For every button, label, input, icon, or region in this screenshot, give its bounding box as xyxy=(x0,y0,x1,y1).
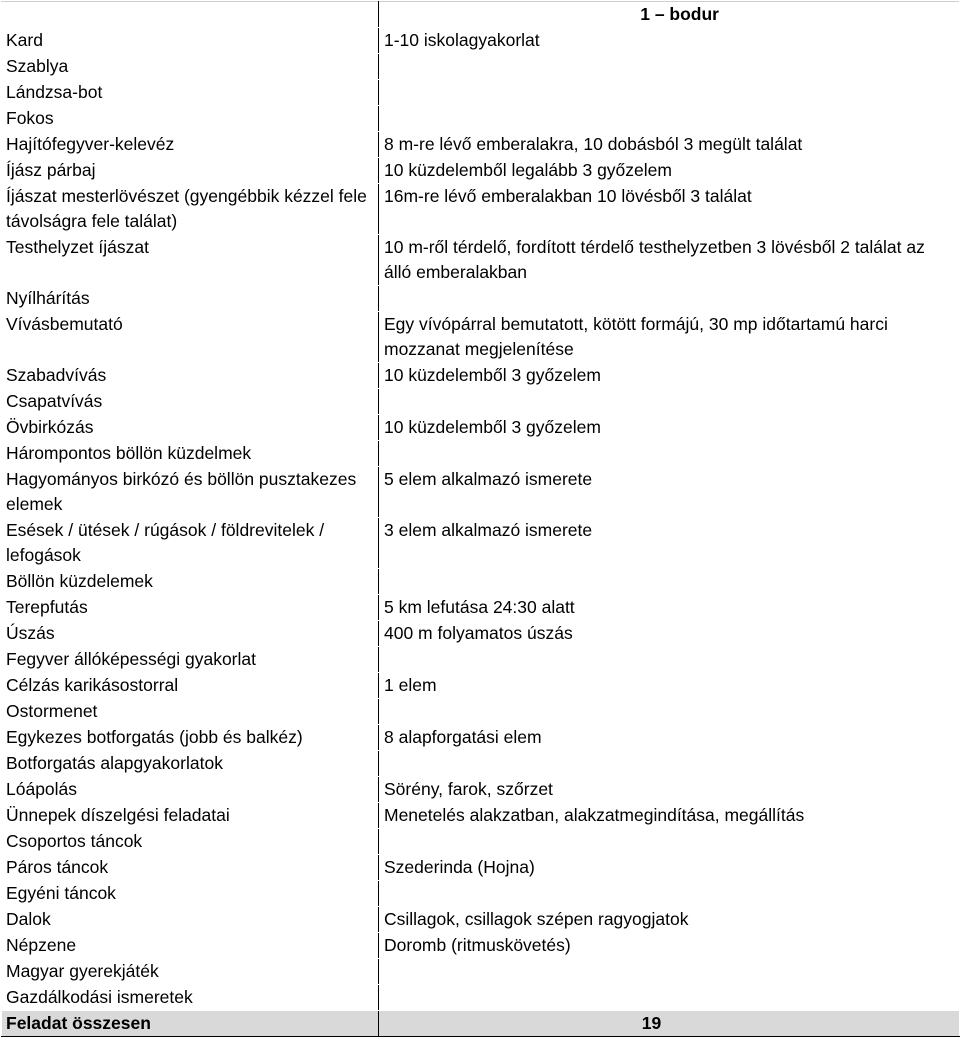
exercise-requirement xyxy=(379,881,960,907)
table-row xyxy=(2,441,960,467)
exercise-requirement xyxy=(379,106,960,132)
exercise-name: Szablya xyxy=(2,54,379,80)
exercise-name: Hagyományos birkózó és böllön pusztakezes elemek xyxy=(2,467,379,518)
table-row xyxy=(2,235,960,286)
exercise-requirement: 5 elem alkalmazó ismerete xyxy=(379,467,960,518)
exercise-name: Íjászat mesterlövészet (gyengébbik kézzel fele távolságra fele találat) xyxy=(2,184,379,235)
table-row xyxy=(2,54,960,80)
table-row xyxy=(2,621,960,647)
table-row xyxy=(2,286,960,312)
table-row xyxy=(2,467,960,518)
exercise-requirement: Sörény, farok, szőrzet xyxy=(379,777,960,803)
exercise-requirement xyxy=(379,699,960,725)
table-row xyxy=(2,363,960,389)
exercise-requirement xyxy=(379,829,960,855)
table-row xyxy=(2,415,960,441)
table-row xyxy=(2,933,960,959)
exercise-requirement xyxy=(379,389,960,415)
exercise-name: Páros táncok xyxy=(2,855,379,881)
exercise-name: Esések / ütések / rúgások / földrevitelek / lefogások xyxy=(2,518,379,569)
exercise-requirement: 400 m folyamatos úszás xyxy=(379,621,960,647)
exercise-name: Ostormenet xyxy=(2,699,379,725)
exercise-requirement: Egy vívópárral bemutatott, kötött formájú, 30 mp időtartamú harci mozzanat megjelenítése xyxy=(379,312,960,363)
exercise-name: Csoportos táncok xyxy=(2,829,379,855)
exercise-name: Gazdálkodási ismeretek xyxy=(2,985,379,1011)
exercise-name: Magyar gyerekjáték xyxy=(2,959,379,985)
table-row xyxy=(2,28,960,54)
exercise-name: Csapatvívás xyxy=(2,389,379,415)
exercise-requirement: Doromb (ritmuskövetés) xyxy=(379,933,960,959)
table-row xyxy=(2,829,960,855)
table-row xyxy=(2,312,960,363)
exercise-requirement: 10 m-ről térdelő, fordított térdelő testhelyzetben 3 lövésből 2 találat az álló emberalakban xyxy=(379,235,960,286)
exercise-requirement: Menetelés alakzatban, alakzatmegindítása, megállítás xyxy=(379,803,960,829)
exercise-name: Böllön küzdelemek xyxy=(2,569,379,595)
exercise-requirement: 8 m-re lévő emberalakra, 10 dobásból 3 megült találat xyxy=(379,132,960,158)
table-row xyxy=(2,647,960,673)
exercise-requirement: 5 km lefutása 24:30 alatt xyxy=(379,595,960,621)
table-row xyxy=(2,132,960,158)
exercise-name: Botforgatás alapgyakorlatok xyxy=(2,751,379,777)
exercise-name: Egykezes botforgatás (jobb és balkéz) xyxy=(2,725,379,751)
exercise-requirement: 16m-re lévő emberalakban 10 lövésből 3 találat xyxy=(379,184,960,235)
table-row xyxy=(2,80,960,106)
table-row xyxy=(2,673,960,699)
exercise-name: Övbirkózás xyxy=(2,415,379,441)
exercise-name: Fegyver állóképességi gyakorlat xyxy=(2,647,379,673)
exercise-requirement: 1-10 iskolagyakorlat xyxy=(379,28,960,54)
total-value: 19 xyxy=(379,1011,960,1037)
exercise-requirement xyxy=(379,647,960,673)
exercise-requirement xyxy=(379,441,960,467)
table-row xyxy=(2,699,960,725)
exercise-name: Népzene xyxy=(2,933,379,959)
exercise-requirement xyxy=(379,569,960,595)
header-row xyxy=(2,2,960,28)
exercise-name: Úszás xyxy=(2,621,379,647)
requirements-table xyxy=(1,1,960,1037)
table-row xyxy=(2,855,960,881)
exercise-name: Fokos xyxy=(2,106,379,132)
table-row xyxy=(2,777,960,803)
level-title: 1 – bodur xyxy=(379,2,960,28)
exercise-name: Egyéni táncok xyxy=(2,881,379,907)
total-label: Feladat összesen xyxy=(2,1011,379,1037)
exercise-name: Nyílhárítás xyxy=(2,286,379,312)
exercise-requirement: 10 küzdelemből legalább 3 győzelem xyxy=(379,158,960,184)
exercise-requirement xyxy=(379,54,960,80)
exercise-name: Szabadvívás xyxy=(2,363,379,389)
table-row xyxy=(2,518,960,569)
table-row xyxy=(2,907,960,933)
table-row xyxy=(2,389,960,415)
table-row xyxy=(2,881,960,907)
exercise-requirement xyxy=(379,985,960,1011)
table-row xyxy=(2,569,960,595)
exercise-requirement xyxy=(379,959,960,985)
exercise-name: Vívásbemutató xyxy=(2,312,379,363)
exercise-requirement: 10 küzdelemből 3 győzelem xyxy=(379,363,960,389)
exercise-name: Testhelyzet íjászat xyxy=(2,235,379,286)
exercise-name: Lóápolás xyxy=(2,777,379,803)
exercise-requirement xyxy=(379,286,960,312)
exercise-name: Ünnepek díszelgési feladatai xyxy=(2,803,379,829)
exercise-requirement: 8 alapforgatási elem xyxy=(379,725,960,751)
exercise-requirement: 3 elem alkalmazó ismerete xyxy=(379,518,960,569)
exercise-name: Célzás karikásostorral xyxy=(2,673,379,699)
exercise-requirement: Csillagok, csillagok szépen ragyogjatok xyxy=(379,907,960,933)
table-row xyxy=(2,106,960,132)
table-row xyxy=(2,158,960,184)
exercise-name: Dalok xyxy=(2,907,379,933)
table-row xyxy=(2,751,960,777)
table-row xyxy=(2,725,960,751)
table-row xyxy=(2,184,960,235)
exercise-name: Terepfutás xyxy=(2,595,379,621)
exercise-requirement: Szederinda (Hojna) xyxy=(379,855,960,881)
exercise-requirement: 10 küzdelemből 3 győzelem xyxy=(379,415,960,441)
total-row xyxy=(2,1011,960,1037)
exercise-requirement: 1 elem xyxy=(379,673,960,699)
header-empty-cell xyxy=(2,2,379,28)
exercise-requirement xyxy=(379,80,960,106)
table-row xyxy=(2,985,960,1011)
table-row xyxy=(2,803,960,829)
table-row xyxy=(2,959,960,985)
exercise-name: Hajítófegyver-kelevéz xyxy=(2,132,379,158)
exercise-requirement xyxy=(379,751,960,777)
exercise-name: Hárompontos böllön küzdelmek xyxy=(2,441,379,467)
exercise-name: Kard xyxy=(2,28,379,54)
table-row xyxy=(2,595,960,621)
exercise-name: Íjász párbaj xyxy=(2,158,379,184)
exercise-name: Lándzsa-bot xyxy=(2,80,379,106)
